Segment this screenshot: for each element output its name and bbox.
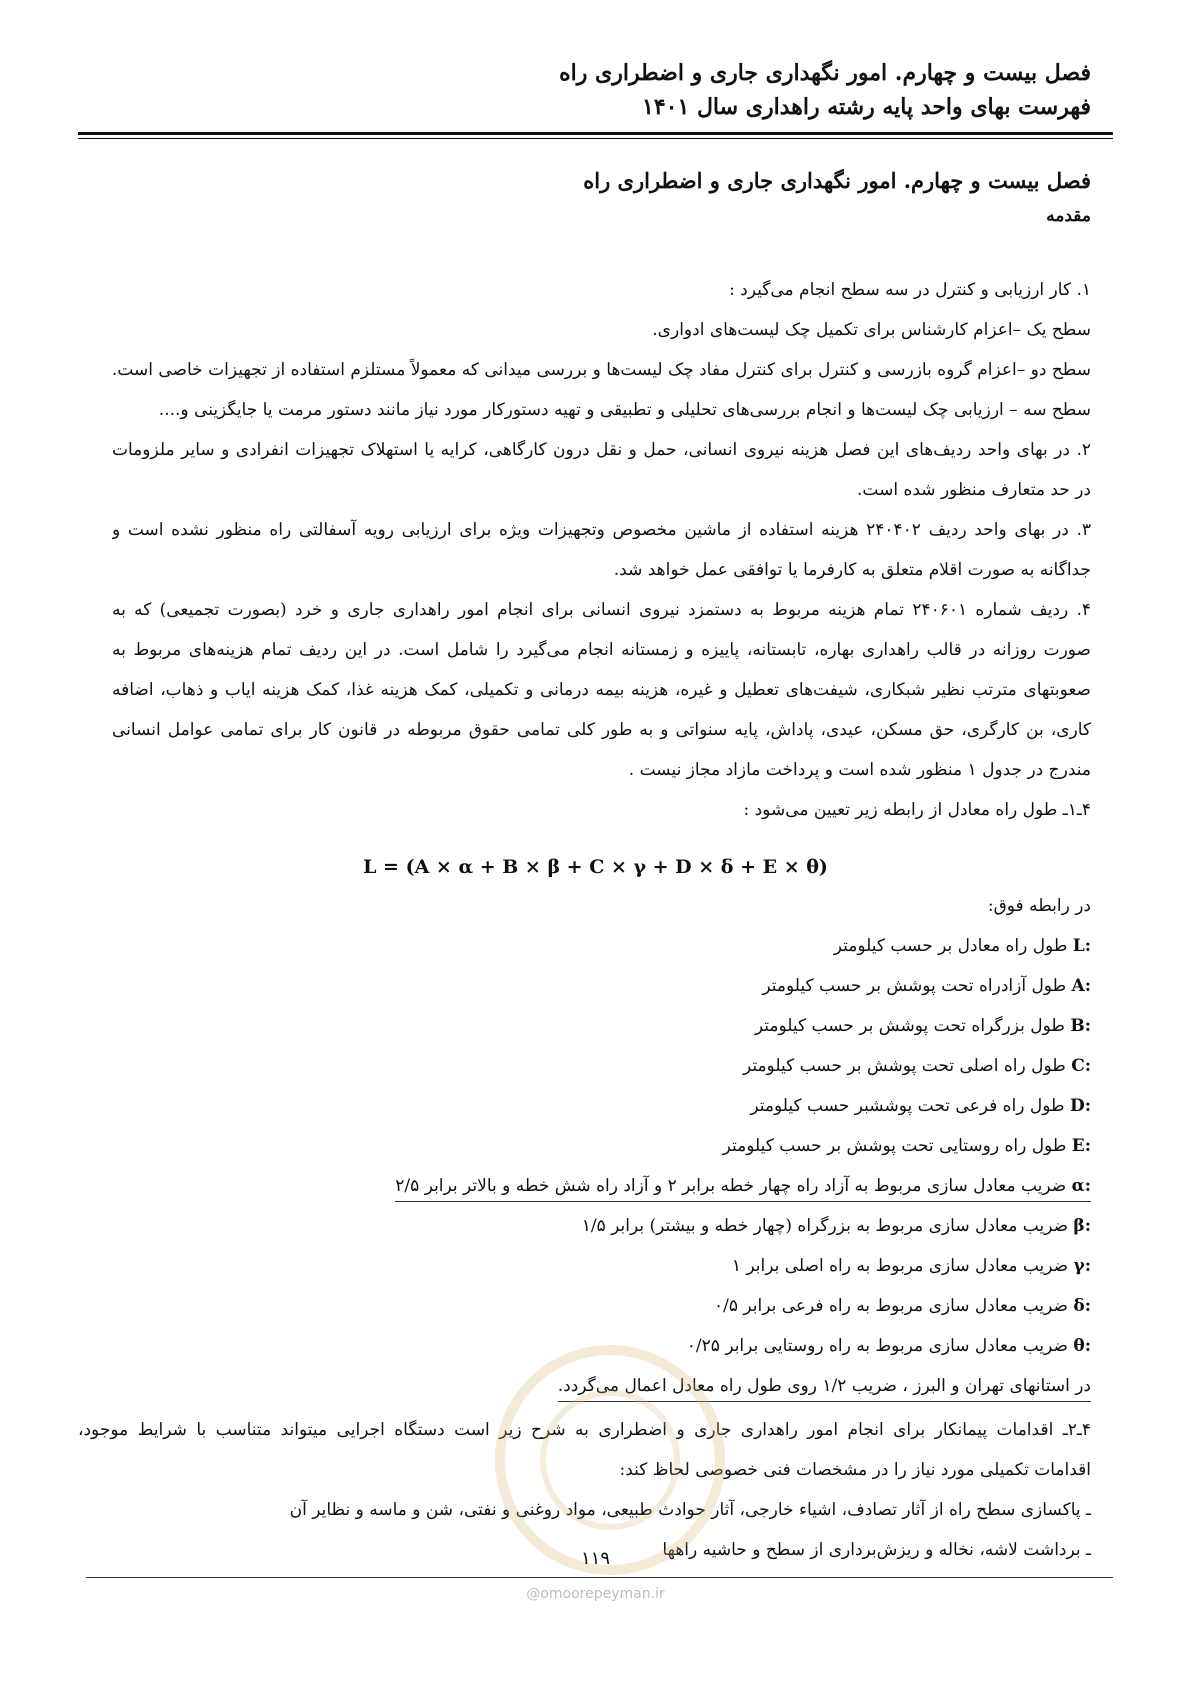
paragraph-line: مندرج در جدول ۱ منظور شده است و پرداخت مازاد مجاز نیست .	[628, 760, 1091, 780]
definition-symbol: B:	[1070, 1016, 1091, 1036]
header-rule-thin	[78, 138, 1113, 139]
definition-symbol: E:	[1071, 1136, 1091, 1156]
definition-text: ضریب معادل سازی مربوط به راه اصلی برابر ۱	[731, 1256, 1074, 1276]
paragraph-line: کاری، بن کارگری، حق مسکن، عیدی، پاداش، پایه سنواتی و به طور کلی تمامی حقوق مربوطه در قانون کار برای تمامی عوامل انسانی	[112, 720, 1091, 740]
definition-text: طول راه فرعی تحت پوششبر حسب کیلومتر	[750, 1096, 1070, 1116]
paragraph-line: سطح یک –اعزام کارشناس برای تکمیل چک لیست‌های ادواری.	[652, 320, 1091, 340]
footer-rule	[86, 1577, 1113, 1578]
definition-row	[112, 1126, 1091, 1166]
definition-symbol: α:	[1071, 1176, 1091, 1196]
paragraph-line: سطح دو –اعزام گروه بازرسی و کنترل برای کنترل مفاد چک لیست‌ها و بررسی میدانی که معمولاً مستلزم استفاده از تجهیزات خاصی است.	[112, 360, 1091, 380]
paragraph-line: جداگانه به صورت اقلام متعلق به کارفرما یا توافقی عمل خواهد شد.	[613, 560, 1091, 580]
action-paragraph-line: اقدامات تکمیلی مورد نیاز را در مشخصات فنی خصوصی لحاظ کند:	[619, 1460, 1091, 1480]
definition-symbol: θ:	[1073, 1336, 1091, 1356]
definition-row	[112, 1286, 1091, 1326]
province-note: در استانهای تهران و البرز ، ضریب ۱/۲ روی طول راه معادل اعمال می‌گردد.	[558, 1371, 1091, 1402]
paragraph-line: سطح سه – ارزیابی چک لیست‌ها و انجام بررسی‌های تحلیلی و تطبیقی و تهیه دستورکار مورد نیاز مانند دستور مرمت یا جایگزینی و....	[158, 400, 1091, 420]
definition-text: ضریب معادل سازی مربوط به بزرگراه (چهار خطه و بیشتر) برابر ۱/۵	[581, 1216, 1074, 1236]
header-pricelist-title: فهرست بهای واحد پایه رشته راهداری سال ۱۴۰۱	[642, 94, 1091, 120]
paragraph-line: ۴. ردیف شماره ۲۴۰۶۰۱ تمام هزینه مربوط به دستمزد نیروی انسانی برای انجام امور راهداری جاری و خرد (بصورت تجمیعی) که به	[112, 600, 1091, 620]
definition-row	[112, 966, 1091, 1006]
definitions-list	[112, 886, 1091, 1406]
action-paragraph-line: ۴ـ۲ـ اقدامات پیمانکار برای انجام امور راهداری جاری و اضطراری به شرح زیر است دستگاه اجرایی میتواند متناسب با شرایط موجود،	[78, 1420, 1091, 1440]
header-chapter-title: فصل بیست و چهارم. امور نگهداری جاری و اضطراری راه	[559, 60, 1091, 86]
paragraph-line: صعوبتهای مترتب نظیر شبکاری، شیفت‌های تعطیل و غیره، هزینه بیمه درمانی و تکمیلی، کمک هزینه غذا، کمک هزینه ایاب و ذهاب، اضافه	[112, 680, 1091, 700]
page-number: ۱۱۹	[580, 1548, 610, 1569]
definition-text: طول راه اصلی تحت پوشش بر حسب کیلومتر	[742, 1056, 1072, 1076]
equivalent-length-formula: L = (A × α + B × β + C × γ + D × δ + E × θ)	[363, 856, 828, 878]
page-header	[78, 56, 1091, 124]
definition-symbol: γ:	[1073, 1256, 1091, 1276]
definition-text: طول آزادراه تحت پوشش بر حسب کیلومتر	[762, 976, 1072, 996]
definitions-intro: در رابطه فوق:	[987, 896, 1091, 916]
intro-paragraphs	[112, 270, 1091, 830]
definition-symbol: D:	[1069, 1096, 1091, 1116]
paragraph-line: ۳. در بهای واحد ردیف ۲۴۰۴۰۲ هزینه استفاده از ماشین مخصوص وتجهیزات ویژه برای ارزیابی رویه آسفالتی راه منظور نشده است و	[112, 520, 1091, 540]
definition-row	[112, 1046, 1091, 1086]
paragraph-line: صورت روزانه در قالب راهداری بهاره، تابستانه، پاییزه و زمستانه انجام می‌گیرد را شامل است. در این ردیف تمام هزینه‌های مربوط به	[112, 640, 1091, 660]
definition-text: طول راه معادل بر حسب کیلومتر	[833, 936, 1073, 956]
section-subtitle: مقدمه	[1046, 206, 1091, 226]
seal-watermark-icon	[495, 1345, 725, 1575]
definition-row	[112, 926, 1091, 966]
paragraph-line: ۴ـ۱ـ طول راه معادل از رابطه زیر تعیین می‌شود :	[743, 800, 1091, 820]
definition-text: طول بزرگراه تحت پوشش بر حسب کیلومتر	[754, 1016, 1071, 1036]
definition-text: ضریب معادل سازی مربوط به آزاد راه چهار خطه برابر ۲ و آزاد راه شش خطه و بالاتر برابر ۲/۵	[395, 1176, 1072, 1196]
definition-symbol: C:	[1071, 1056, 1091, 1076]
site-watermark: @omoorepeyman.ir	[526, 1586, 665, 1602]
definition-text: طول راه روستایی تحت پوشش بر حسب کیلومتر	[722, 1136, 1072, 1156]
definition-symbol: L:	[1072, 936, 1091, 956]
definition-symbol: β:	[1073, 1216, 1091, 1236]
definition-row	[112, 1206, 1091, 1246]
action-paragraph-line: ـ برداشت لاشه، نخاله و ریزش‌برداری از سطح و حاشیه راهها	[662, 1540, 1091, 1560]
header-rule-thick	[78, 132, 1113, 135]
definition-symbol: δ:	[1073, 1296, 1091, 1316]
paragraph-line: در حد متعارف منظور شده است.	[857, 480, 1091, 500]
definition-row	[112, 1006, 1091, 1046]
action-paragraph-line: ـ پاکسازی سطح راه از آثار تصادف، اشیاء خارجی، آثار حوادث طبیعی، مواد روغنی و نفتی، شن و ماسه و نظایر آن	[289, 1500, 1091, 1520]
paragraph-line: ۲. در بهای واحد ردیف‌های این فصل هزینه نیروی انسانی، حمل و نقل درون کارگاهی، کرایه یا استهلاک تجهیزات انفرادی و سایر ملزومات	[112, 440, 1091, 460]
definition-text: ضریب معادل سازی مربوط به راه روستایی برابر ۰/۲۵	[686, 1336, 1074, 1356]
definition-text: ضریب معادل سازی مربوط به راه فرعی برابر ۰/۵	[713, 1296, 1074, 1316]
definition-row	[112, 1166, 1091, 1206]
paragraph-line: ۱. کار ارزیابی و کنترل در سه سطح انجام می‌گیرد :	[729, 280, 1091, 300]
definition-row	[112, 1086, 1091, 1126]
section-title: فصل بیست و چهارم. امور نگهداری جاری و اضطراری راه	[583, 168, 1091, 193]
definition-symbol: A:	[1071, 976, 1091, 996]
definition-row	[112, 1246, 1091, 1286]
